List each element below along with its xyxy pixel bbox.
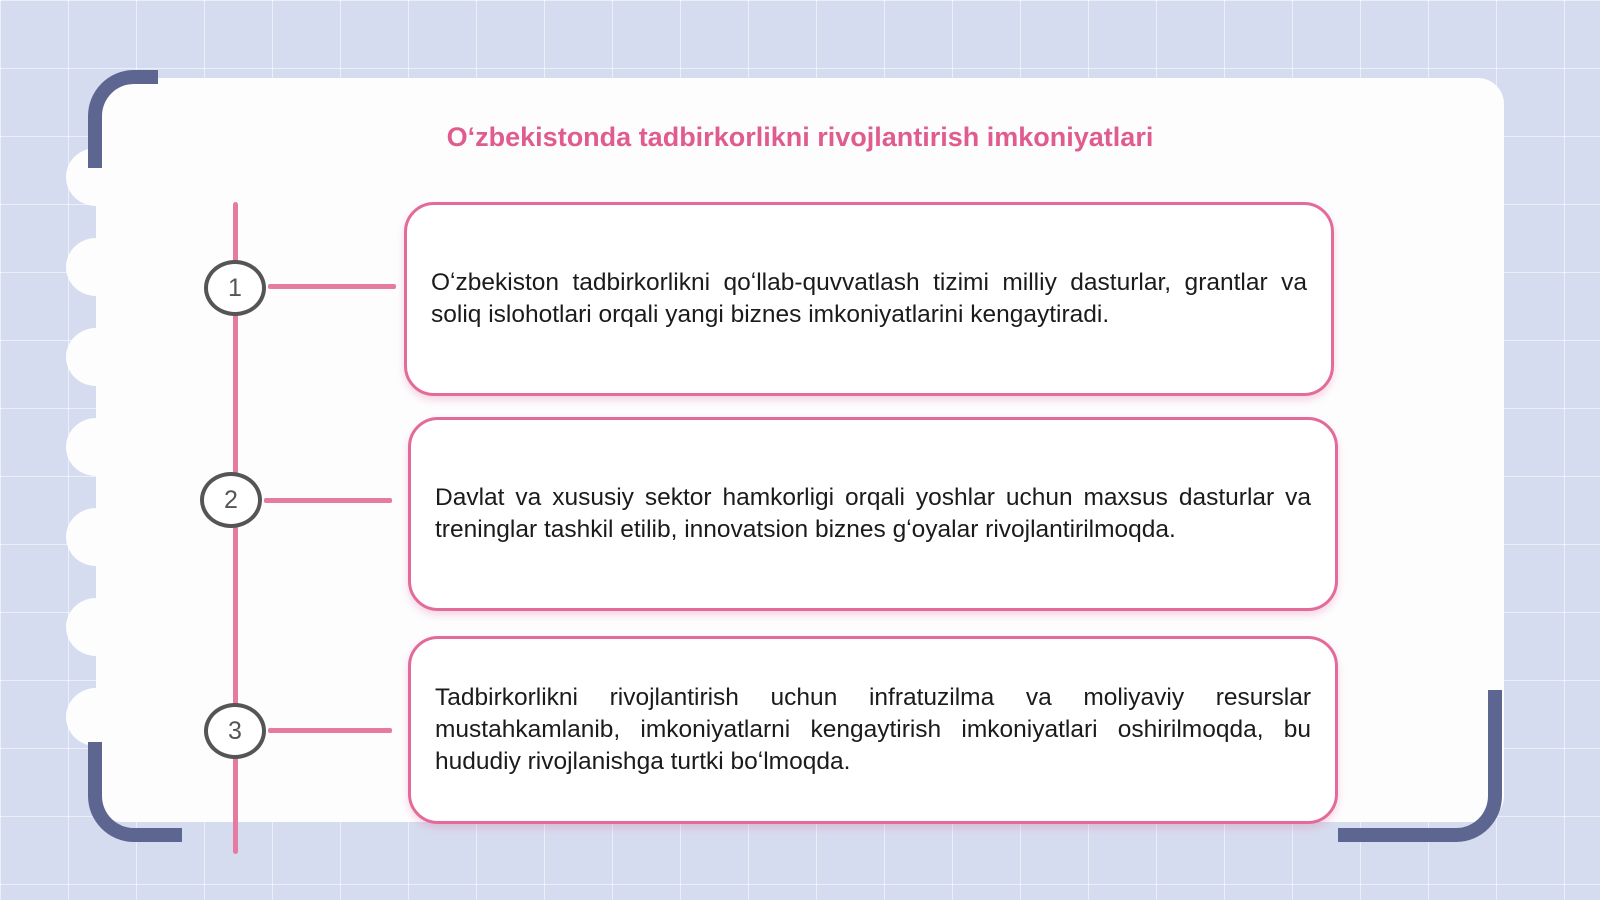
info-card-1 — [404, 202, 1334, 396]
timeline-connector-2 — [264, 498, 392, 503]
info-card-3 — [408, 636, 1338, 824]
paper-edge-scallop — [66, 598, 126, 656]
timeline-connector-1 — [268, 284, 396, 289]
info-card-2-text: Davlat va xususiy sektor hamkorligi orqali yoshlar uchun maxsus dasturlar va treninglar tashkil etilib, innovatsion biznes gʻoyalar rivojlantirilmoqda. — [435, 484, 1311, 543]
paper-edge-scallop — [66, 688, 126, 746]
paper-edge-scallop — [66, 238, 126, 296]
frame-corner-bottom-left — [88, 742, 182, 842]
paper-edge-scallop — [66, 418, 126, 476]
timeline-node-1: 1 — [204, 260, 266, 316]
timeline-connector-3 — [268, 728, 392, 733]
info-card-2 — [408, 417, 1338, 611]
paper-edge-scallop — [66, 508, 126, 566]
slide-title: Oʻzbekistonda tadbirkorlikni rivojlantirish imkoniyatlari — [446, 122, 1154, 152]
frame-corner-top-left — [88, 70, 158, 168]
info-card-3-text: Tadbirkorlikni rivojlantirish uchun infratuzilma va moliyaviy resurslar mustahkamlanib, imkoniyatlarni kengaytirish imkoniyatlari oshirilmoqda, bu hududiy rivojlanishga turtki boʻlmoqda. — [435, 684, 1311, 775]
timeline-node-2: 2 — [200, 472, 262, 528]
frame-corner-bottom-right — [1338, 690, 1502, 842]
info-card-1-text: Oʻzbekiston tadbirkorlikni qoʻllab-quvvatlash tizimi milliy dasturlar, grantlar va soliq islohotlari orqali yangi biznes imkoniyatlarini kengaytiradi. — [431, 269, 1307, 328]
timeline-node-3: 3 — [204, 703, 266, 759]
paper-edge-scallop — [66, 328, 126, 386]
